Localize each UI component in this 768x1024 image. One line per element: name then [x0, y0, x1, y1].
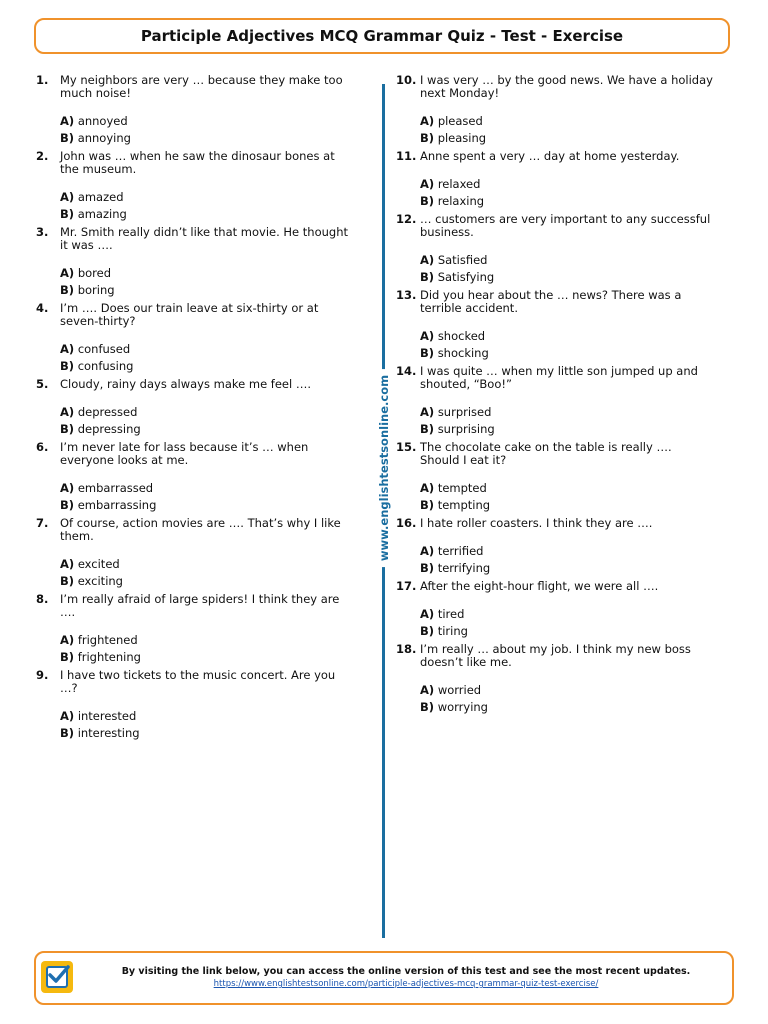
question-number: 9. — [36, 668, 49, 682]
option-a-letter: A) — [420, 253, 435, 267]
option-a — [60, 708, 354, 725]
option-a-letter: A) — [60, 342, 75, 356]
option-a-text: surprised — [437, 405, 492, 419]
option-b-text: relaxing — [437, 193, 485, 208]
site-watermark: www.englishtestsonline.com — [377, 369, 391, 567]
option-a — [420, 404, 714, 421]
option-a — [420, 113, 714, 130]
option-a — [60, 189, 354, 206]
option-b-text: exciting — [77, 573, 123, 588]
online-test-link[interactable]: https://www.englishtestsonline.com/participle-adjectives-mcq-grammar-quiz-test-exercise/ — [213, 979, 599, 989]
option-b — [60, 282, 354, 299]
question-text: The chocolate cake on the table is really …. Should I eat it? — [420, 440, 672, 467]
option-a — [60, 480, 354, 497]
question-number: 2. — [36, 149, 49, 163]
question-number: 8. — [36, 592, 49, 606]
option-a-text: bored — [77, 266, 111, 280]
option-b-text: shocking — [437, 345, 489, 360]
option-b-text: tempting — [437, 497, 491, 512]
question-text: I have two tickets to the music concert. Are you …? — [60, 668, 336, 695]
question-text: I was very … by the good news. We have a holiday next Monday! — [420, 73, 713, 100]
option-a-letter: A) — [420, 544, 435, 558]
option-b — [420, 269, 714, 286]
option-b-letter: B) — [60, 725, 75, 740]
option-a — [420, 176, 714, 193]
option-a-letter: A) — [60, 709, 75, 723]
option-a-text: tired — [437, 607, 465, 621]
option-a — [420, 252, 714, 269]
option-a — [420, 543, 714, 560]
question-column-left — [36, 74, 354, 745]
title-box — [34, 18, 730, 54]
question-number: 4. — [36, 301, 49, 315]
option-b-text: annoying — [77, 130, 131, 145]
option-a-letter: A) — [60, 405, 75, 419]
option-a-text: excited — [77, 557, 120, 571]
question-text: My neighbors are very … because they make too much noise! — [60, 73, 343, 100]
question-number: 10. — [396, 73, 417, 87]
question-text: Mr. Smith really didn’t like that movie. He thought it was …. — [60, 225, 349, 252]
option-a-text: pleased — [437, 114, 483, 128]
question-text: I’m really … about my job. I think my new boss doesn’t like me. — [420, 642, 691, 669]
option-b — [420, 699, 714, 716]
question-number: 16. — [396, 516, 417, 530]
question-column-right — [396, 74, 714, 719]
option-a-text: worried — [437, 683, 482, 697]
option-b-letter: B) — [60, 649, 75, 664]
option-b-letter: B) — [420, 130, 435, 145]
option-a — [60, 341, 354, 358]
question-number: 6. — [36, 440, 49, 454]
option-b-letter: B) — [420, 699, 435, 714]
question-text: Cloudy, rainy days always make me feel …. — [60, 377, 312, 391]
question-item — [36, 302, 354, 374]
option-a — [420, 328, 714, 345]
option-a-text: Satisfied — [437, 253, 488, 267]
option-b-text: Satisfying — [437, 269, 495, 284]
option-a-text: depressed — [77, 405, 138, 419]
question-text: I’m …. Does our train leave at six-thirty or at seven-thirty? — [60, 301, 319, 328]
option-a — [60, 632, 354, 649]
option-a-letter: A) — [420, 405, 435, 419]
question-number: 7. — [36, 516, 49, 530]
option-a-letter: A) — [420, 481, 435, 495]
question-number: 11. — [396, 149, 417, 163]
option-b-text: surprising — [437, 421, 495, 436]
option-a — [60, 404, 354, 421]
option-b — [420, 497, 714, 514]
option-b — [60, 130, 354, 147]
option-b — [420, 623, 714, 640]
option-b-letter: B) — [60, 358, 75, 373]
question-item — [396, 643, 714, 715]
footer-box — [34, 951, 734, 1005]
question-item — [36, 669, 354, 741]
question-text: I was quite … when my little son jumped up and shouted, “Boo!” — [420, 364, 698, 391]
option-b-letter: B) — [60, 573, 75, 588]
option-a — [60, 556, 354, 573]
option-a-text: confused — [77, 342, 131, 356]
question-number: 14. — [396, 364, 417, 378]
option-b-letter: B) — [60, 206, 75, 221]
option-a-letter: A) — [420, 114, 435, 128]
question-item — [36, 593, 354, 665]
option-a-text: terrified — [437, 544, 484, 558]
option-b — [420, 421, 714, 438]
question-text: I’m really afraid of large spiders! I think they are …. — [60, 592, 340, 619]
question-number: 5. — [36, 377, 49, 391]
question-item — [36, 74, 354, 146]
question-item — [36, 226, 354, 298]
option-b — [60, 358, 354, 375]
question-number: 18. — [396, 642, 417, 656]
question-text: I’m never late for lass because it’s … when everyone looks at me. — [60, 440, 309, 467]
question-number: 15. — [396, 440, 417, 454]
question-item — [396, 441, 714, 513]
question-item — [396, 74, 714, 146]
option-b-letter: B) — [420, 269, 435, 284]
option-a-letter: A) — [420, 329, 435, 343]
option-b-letter: B) — [60, 497, 75, 512]
question-item — [396, 213, 714, 285]
option-b-letter: B) — [60, 130, 75, 145]
footer-notice: By visiting the link below, you can access the online version of this test and see the most recent updates. — [121, 966, 691, 977]
question-number: 1. — [36, 73, 49, 87]
option-b-letter: B) — [60, 282, 75, 297]
checkbox-icon — [41, 961, 73, 993]
question-item — [36, 150, 354, 222]
option-a-letter: A) — [60, 190, 75, 204]
option-a-letter: A) — [60, 481, 75, 495]
question-item — [396, 289, 714, 361]
question-item — [36, 378, 354, 437]
option-b-text: amazing — [77, 206, 127, 221]
option-a-letter: A) — [60, 633, 75, 647]
option-a-text: relaxed — [437, 177, 481, 191]
option-b-text: terrifying — [437, 560, 491, 575]
option-b — [420, 560, 714, 577]
option-b-letter: B) — [60, 421, 75, 436]
question-item — [36, 441, 354, 513]
option-b — [60, 649, 354, 666]
option-b-letter: B) — [420, 421, 435, 436]
option-b — [420, 193, 714, 210]
option-b-text: depressing — [77, 421, 141, 436]
question-item — [36, 517, 354, 589]
option-a-text: shocked — [437, 329, 486, 343]
option-a-text: frightened — [77, 633, 138, 647]
option-b-text: confusing — [77, 358, 134, 373]
option-b-text: worrying — [437, 699, 488, 714]
question-text: Anne spent a very … day at home yesterday. — [420, 149, 680, 163]
question-item — [396, 150, 714, 209]
option-a-text: interested — [77, 709, 137, 723]
option-a — [420, 682, 714, 699]
question-item — [396, 517, 714, 576]
question-item — [396, 580, 714, 639]
option-b — [60, 725, 354, 742]
option-a-text: annoyed — [77, 114, 128, 128]
option-b-text: frightening — [77, 649, 141, 664]
option-b — [420, 130, 714, 147]
option-a-letter: A) — [60, 114, 75, 128]
question-number: 12. — [396, 212, 417, 226]
option-b — [420, 345, 714, 362]
option-a-letter: A) — [60, 557, 75, 571]
option-a-letter: A) — [420, 177, 435, 191]
option-a-text: amazed — [77, 190, 124, 204]
option-b — [60, 573, 354, 590]
option-b-text: boring — [77, 282, 115, 297]
option-b-text: pleasing — [437, 130, 487, 145]
option-b-letter: B) — [420, 497, 435, 512]
question-text: Did you hear about the … news? There was a terrible accident. — [420, 288, 682, 315]
option-b-letter: B) — [420, 623, 435, 638]
option-b-text: interesting — [77, 725, 140, 740]
option-b-letter: B) — [420, 345, 435, 360]
option-a-letter: A) — [420, 683, 435, 697]
option-a-text: tempted — [437, 481, 487, 495]
question-text: I hate roller coasters. I think they are …. — [420, 516, 653, 530]
option-a — [60, 113, 354, 130]
option-b — [60, 206, 354, 223]
option-b — [60, 497, 354, 514]
option-b — [60, 421, 354, 438]
option-a — [420, 480, 714, 497]
option-b-letter: B) — [420, 560, 435, 575]
option-a-letter: A) — [60, 266, 75, 280]
question-text: John was … when he saw the dinosaur bones at the museum. — [60, 149, 335, 176]
question-number: 17. — [396, 579, 417, 593]
question-text: … customers are very important to any successful business. — [420, 212, 711, 239]
question-item — [396, 365, 714, 437]
question-text: After the eight-hour flight, we were all …. — [420, 579, 659, 593]
question-number: 3. — [36, 225, 49, 239]
option-a-text: embarrassed — [77, 481, 154, 495]
question-text: Of course, action movies are …. That’s why I like them. — [60, 516, 341, 543]
option-a — [420, 606, 714, 623]
option-b-letter: B) — [420, 193, 435, 208]
page-title: Participle Adjectives MCQ Grammar Quiz - Test - Exercise — [140, 27, 624, 45]
option-a-letter: A) — [420, 607, 435, 621]
question-number: 13. — [396, 288, 417, 302]
option-b-text: tiring — [437, 623, 468, 638]
option-b-text: embarrassing — [77, 497, 157, 512]
option-a — [60, 265, 354, 282]
